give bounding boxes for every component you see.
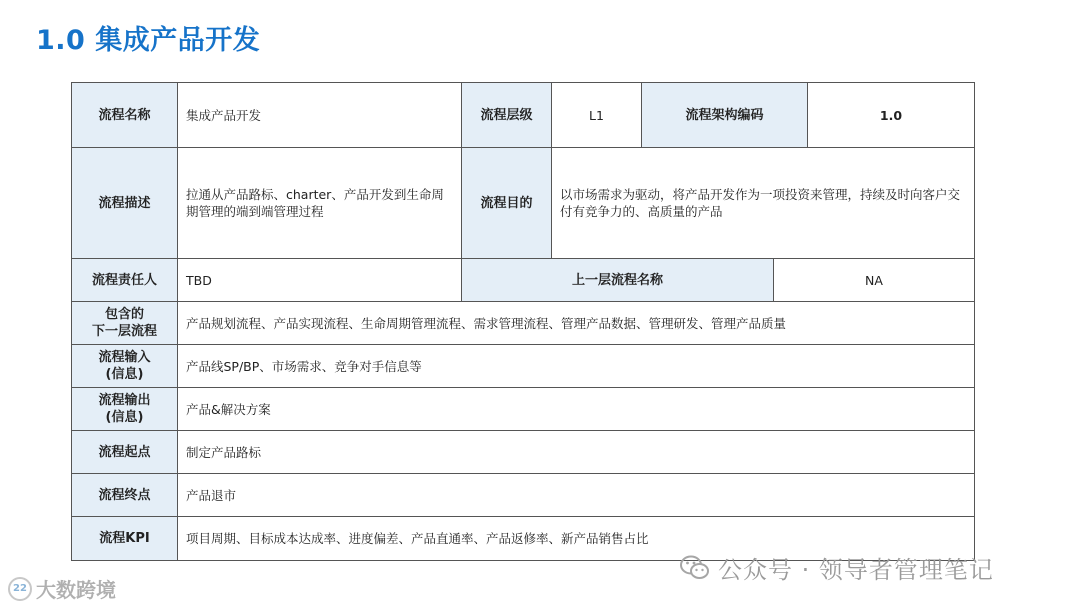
name-label: 流程名称: [72, 83, 178, 148]
wechat-icon: [680, 555, 710, 581]
watermark-text: 公众号 · 领导者管理笔记: [718, 556, 994, 584]
start-label: 流程起点: [72, 431, 178, 474]
parent-value: NA: [774, 259, 974, 302]
brand-logo: [8, 574, 116, 603]
kpi-label: 流程KPI: [72, 517, 178, 560]
subprocess-label-line2: 下一层流程: [91, 324, 157, 339]
output-label-line1: 流程输出: [98, 393, 151, 408]
subprocess-label-line1: 包含的: [104, 307, 144, 322]
input-label: [72, 345, 178, 388]
input-value: 产品线SP/BP、市场需求、竞争对手信息等: [178, 345, 974, 388]
brand-logo-text: 大数跨境: [36, 578, 116, 602]
input-label-line2: (信息): [105, 367, 144, 382]
parent-label: 上一层流程名称: [462, 259, 774, 302]
level-label: 流程层级: [462, 83, 552, 148]
logo-badge-icon: 22: [8, 577, 32, 601]
purpose-value: 以市场需求为驱动，将产品开发作为一项投资来管理，持续及时向客户交付有竞争力的、高质量的产品: [552, 148, 974, 259]
output-label-line2: (信息): [105, 410, 144, 425]
level-value: L1: [552, 83, 642, 148]
code-value: 1.0: [808, 83, 974, 148]
page-title: 1.0 集成产品开发: [36, 25, 261, 56]
watermark: [680, 550, 994, 585]
owner-value: TBD: [178, 259, 462, 302]
start-value: 制定产品路标: [178, 431, 974, 474]
input-label-line1: 流程输入: [98, 350, 151, 365]
output-value: 产品&解决方案: [178, 388, 974, 431]
desc-value: 拉通从产品路标、charter、产品开发到生命周期管理的端到端管理过程: [178, 148, 462, 259]
code-label: 流程架构编码: [642, 83, 808, 148]
owner-label: 流程责任人: [72, 259, 178, 302]
kpi-value: 项目周期、目标成本达成率、进度偏差、产品直通率、产品返修率、新产品销售占比: [186, 531, 649, 546]
end-label: 流程终点: [72, 474, 178, 517]
name-value: 集成产品开发: [178, 83, 462, 148]
subprocess-label: [72, 302, 178, 345]
subprocess-value: 产品规划流程、产品实现流程、生命周期管理流程、需求管理流程、管理产品数据、管理研发、管理产品质量: [178, 302, 974, 345]
end-value: 产品退市: [178, 474, 974, 517]
process-table: [71, 82, 975, 561]
desc-label: 流程描述: [72, 148, 178, 259]
output-label: [72, 388, 178, 431]
purpose-label: 流程目的: [462, 148, 552, 259]
